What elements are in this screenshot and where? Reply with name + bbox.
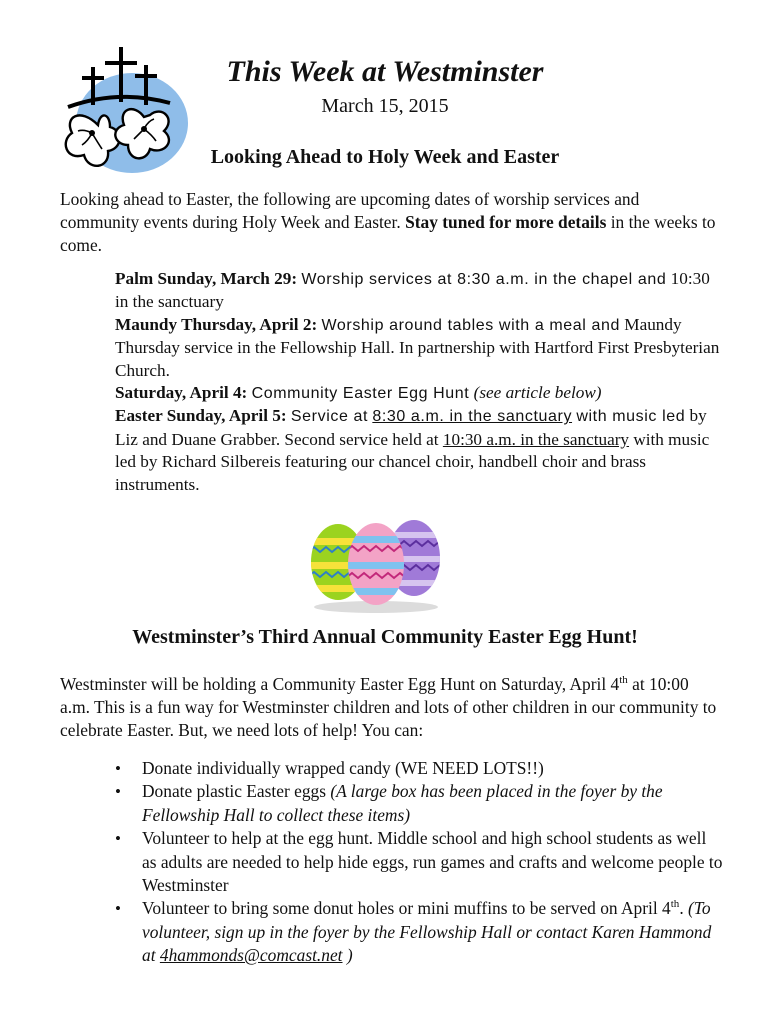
holy-week-events <box>115 268 725 496</box>
egg-hunt-heading: Westminster’s Third Annual Community Easter Egg Hunt! <box>132 626 638 648</box>
page-title: This Week at Westminster <box>226 55 544 88</box>
stay-tuned-emphasis: Stay tuned for more details <box>405 212 607 233</box>
event-label: Palm Sunday, March 29: <box>115 269 298 288</box>
holy-week-heading: Looking Ahead to Holy Week and Easter <box>210 146 560 168</box>
service-time-link-2: 10:30 a.m. in the sanctuary <box>442 429 630 449</box>
egg-hunt-intro: Westminster will be holding a Community Easter Egg Hunt on Saturday, April 4th at 10:00 a.m. This is a fun way for Westminster children and lots of other children in our community to celebrate Easter. But, we need lots of help! You can: <box>60 674 717 741</box>
list-item: • Donate individually wrapped candy (WE NEED LOTS!!) <box>115 757 725 780</box>
event-saturday: Saturday, April 4: Community Easter Egg Hunt (see article below) <box>115 383 602 403</box>
list-item: • Volunteer to help at the egg hunt. Middle school and high school students as well as adults are needed to help hide eggs, run games and crafts and welcome people to Westminster <box>115 827 725 897</box>
event-palm-sunday: Palm Sunday, March 29: Worship services at 8:30 a.m. in the chapel and 10:30 in the sanctuary <box>115 269 710 312</box>
event-label: Maundy Thursday, April 2: <box>115 314 318 334</box>
holy-week-intro: Looking ahead to Easter, the following are upcoming dates of worship services and community events during Holy Week and Easter. Stay tuned for more details in the weeks to come. <box>60 189 716 256</box>
volunteer-list <box>115 757 725 968</box>
service-time-link-1: 8:30 a.m. in the sanctuary <box>372 408 573 426</box>
list-item: • Donate plastic Easter eggs (A large box has been placed in the foyer by the Fellowship Hall to collect these items) <box>115 780 725 827</box>
contact-email-link[interactable]: 4hammonds@comcast.net <box>159 945 343 966</box>
page-date: March 15, 2015 <box>321 95 449 117</box>
event-label: Easter Sunday, April 5: <box>115 406 287 426</box>
event-label: Saturday, April 4: <box>115 383 248 403</box>
event-maundy-thursday: Maundy Thursday, April 2: Worship around tables with a meal and Maundy Thursday service in the Fellowship Hall. In partnership with Hartford First Presbyterian Church. <box>115 314 720 380</box>
easter-eggs-illustration <box>302 512 450 614</box>
list-item: • Volunteer to bring some donut holes or mini muffins to be served on April 4th. (To volunteer, sign up in the foyer by the Fellowship Hall or contact Karen Hammond at 4hammonds@comcast.net ) <box>115 897 725 967</box>
event-easter-sunday: Easter Sunday, April 5: Service at 8:30 a.m. in the sanctuary with music led by Liz and Duane Grabber. Second service held at 10:30 a.m. in the sanctuary with music led by Richard Silbereis featuring our chancel choir, handbell choir and brass instruments. <box>115 406 710 494</box>
